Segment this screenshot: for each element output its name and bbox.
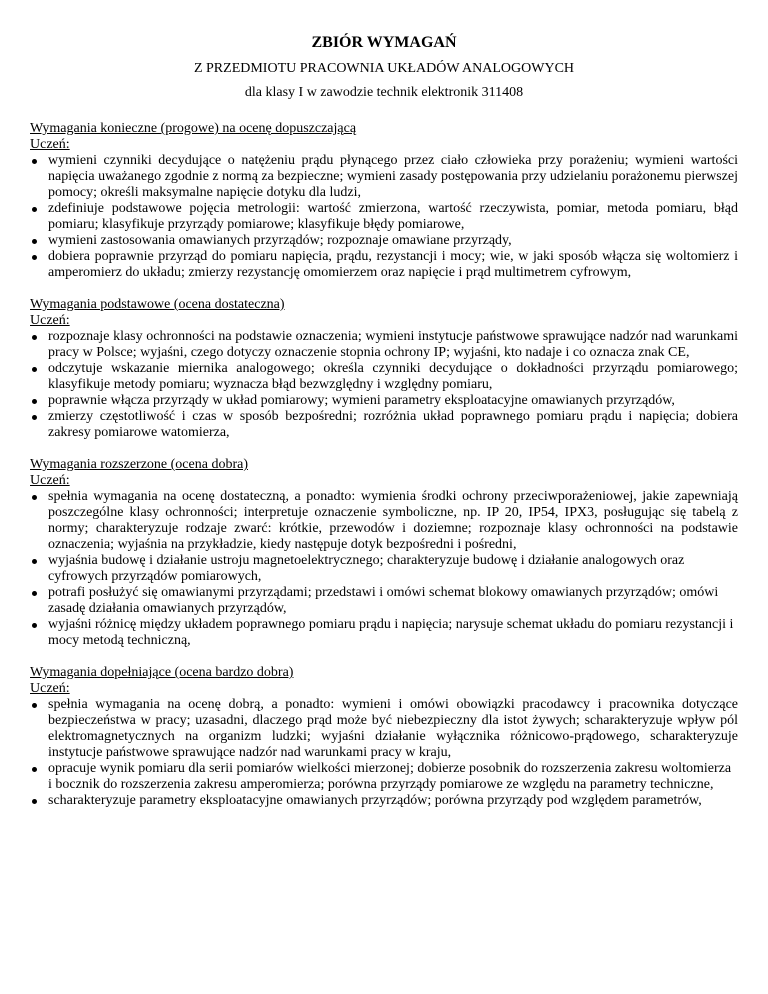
section-heading: Wymagania podstawowe (ocena dostateczna) bbox=[30, 297, 285, 312]
section-heading: Wymagania rozszerzone (ocena dobra) bbox=[30, 457, 248, 472]
list-item: spełnia wymagania na ocenę dostateczną, a ponadto: wymienia środki ochrony przeciwporażeniowej, jakie zapewniają poszczególne klasy ochronności; interpretuje oznaczenie symboliczne, np. IP 20, IP54, IPX3, posługując się tabelą z normy; charakteryzuje rodzaje zwarć: krótkie, przewodów i doziemne; rozpoznaje klasy ochronności na podstawie oznaczenia; wyjaśnia na przykładzie, kiedy następuje dotyk bezpośredni i pośredni, bbox=[30, 489, 738, 553]
requirements-list bbox=[30, 329, 738, 441]
section-intro: Uczeń: bbox=[30, 137, 70, 152]
list-item: rozpoznaje klasy ochronności na podstawie oznaczenia; wymieni instytucje państwowe sprawujące nadzór nad warunkami pracy w Polsce; wyjaśni, czego dotyczy oznaczenie stopnia ochrony IP; wyjaśni, kto nadaje i co oznacza znak CE, bbox=[30, 329, 738, 361]
document-title: ZBIÓR WYMAGAŃ bbox=[311, 34, 457, 51]
list-item: potrafi posłużyć się omawianymi przyrządami; przedstawi i omówi schemat blokowy omawianych przyrządów; omówi zasadę działania omawianych przyrządów, bbox=[30, 585, 738, 617]
list-item: zdefiniuje podstawowe pojęcia metrologii: wartość zmierzona, wartość rzeczywista, pomiar, metoda pomiaru, błąd pomiaru; klasyfikuje przyrządy pomiarowe; klasyfikuje błędy pomiarowe, bbox=[30, 201, 738, 233]
list-item: wymieni zastosowania omawianych przyrządów; rozpoznaje omawiane przyrządy, bbox=[30, 233, 738, 249]
section-heading: Wymagania konieczne (progowe) na ocenę dopuszczającą bbox=[30, 121, 357, 136]
list-item: dobiera poprawnie przyrząd do pomiaru napięcia, prądu, rezystancji i mocy; wie, w jaki sposób włącza się woltomierz i amperomierz do układu; zmierzy rezystancję omomierzem oraz napięcie i prąd multimetrem cyfrowym, bbox=[30, 249, 738, 281]
list-item: odczytuje wskazanie miernika analogowego; określa czynniki decydujące o dokładności przyrządu pomiarowego; klasyfikuje metody pomiaru; wyznacza błąd bezwzględny i względny pomiaru, bbox=[30, 361, 738, 393]
list-item: poprawnie włącza przyrządy w układ pomiarowy; wymieni parametry eksploatacyjne omawianych przyrządów, bbox=[30, 393, 738, 409]
requirements-list bbox=[30, 153, 738, 281]
section-podstawowe bbox=[30, 297, 738, 441]
requirements-list bbox=[30, 489, 738, 649]
list-item: opracuje wynik pomiaru dla serii pomiarów wielkości mierzonej; dobierze posobnik do rozszerzenia zakresu woltomierza i bocznik do rozszerzenia zakresu amperomierza; porówna przyrządy pomiarowe ze względu na parametry techniczne, bbox=[30, 761, 738, 793]
requirements-list bbox=[30, 697, 738, 809]
list-item: scharakteryzuje parametry eksploatacyjne omawianych przyrządów; porówna przyrządy pod względem parametrów, bbox=[30, 793, 738, 809]
section-heading: Wymagania dopełniające (ocena bardzo dobra) bbox=[30, 665, 294, 680]
section-konieczne bbox=[30, 121, 738, 281]
document-page bbox=[30, 34, 738, 825]
section-intro: Uczeń: bbox=[30, 473, 70, 488]
section-rozszerzone bbox=[30, 457, 738, 649]
section-intro: Uczeń: bbox=[30, 681, 70, 696]
list-item: zmierzy częstotliwość i czas w sposób bezpośredni; rozróżnia układ poprawnego pomiaru prądu i napięcia; dobiera zakresy pomiarowe watomierza, bbox=[30, 409, 738, 441]
list-item: spełnia wymagania na ocenę dobrą, a ponadto: wymieni i omówi obowiązki pracodawcy i pracownika dotyczące bezpieczeństwa w pracy; uzasadni, dlaczego prąd może być niebezpieczny dla istot żywych; scharakteryzuje wpływ pól elektromagnetycznych na organizm ludzki; wyjaśni działanie wyłącznika różnicowo-prądowego, scharakteryzuje instytucje państwowe sprawujące nadzór nad warunkami pracy w kraju, bbox=[30, 697, 738, 761]
section-intro: Uczeń: bbox=[30, 313, 70, 328]
list-item: wyjaśni różnicę między układem poprawnego pomiaru prądu i napięcia; narysuje schemat układu do pomiaru rezystancji i mocy metodą techniczną, bbox=[30, 617, 738, 649]
document-class-info: dla klasy I w zawodzie technik elektronik 311408 bbox=[244, 85, 524, 100]
document-subtitle: Z PRZEDMIOTU PRACOWNIA UKŁADÓW ANALOGOWYCH bbox=[193, 61, 575, 76]
list-item: wymieni czynniki decydujące o natężeniu prądu płynącego przez ciało człowieka przy porażeniu; wymieni wartości napięcia uważanego zgodnie z normą za bezpieczne; wymieni zasady postępowania przy udzielaniu porażonemu pierwszej pomocy; określi maksymalne napięcie dotyku dla ludzi, bbox=[30, 153, 738, 201]
list-item: wyjaśnia budowę i działanie ustroju magnetoelektrycznego; charakteryzuje budowę i działanie analogowych oraz cyfrowych przyrządów pomiarowych, bbox=[30, 553, 738, 585]
section-dopelniajace bbox=[30, 665, 738, 809]
